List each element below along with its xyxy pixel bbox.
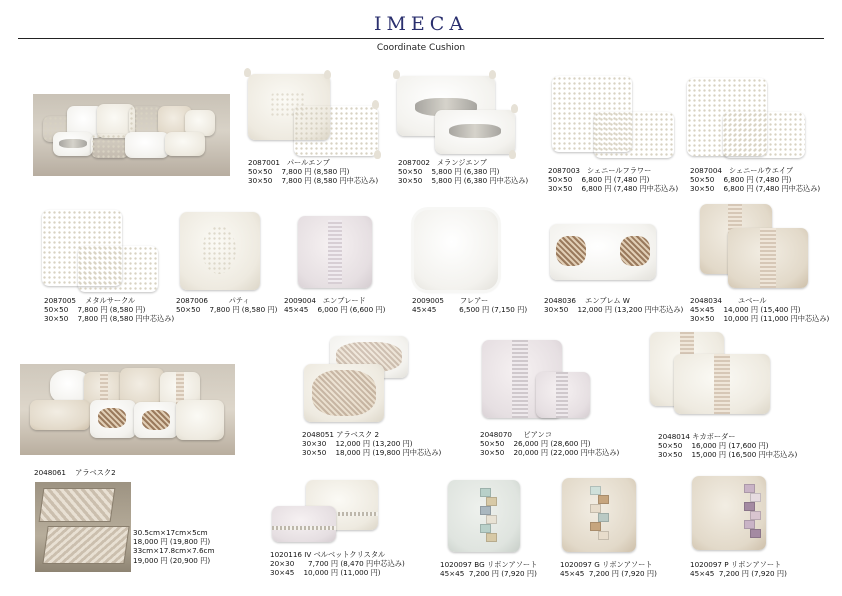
- cushion-photo-2009005: [410, 206, 504, 294]
- page-title: Coordinate Cushion: [376, 43, 466, 53]
- item-caption: 2087003 シェニールフラワー 50×50 6,800 円 (7,480 円) 30×50 6,800 円 (7,480 円中芯込み): [548, 166, 679, 194]
- cushion-photo-2087004: [687, 78, 811, 164]
- item-caption: 1020097 BG リボンアソート 45×45 7,200 円 (7,920 円): [440, 560, 538, 579]
- cushion-photo-1020097-g: [560, 476, 640, 556]
- item-caption: 2087004 シェニールウエイブ 50×50 6,800 円 (7,480 円) 30×50 6,800 円 (7,480 円中芯込み): [690, 166, 821, 194]
- cushion-photo-1020116: [270, 478, 382, 548]
- cushion-photo-2009004: [296, 214, 376, 292]
- cushion-photo-2087006: [178, 210, 264, 294]
- cushion-photo-2087005: [40, 208, 164, 296]
- cushion-photo-2048034: [698, 202, 812, 294]
- brand-logo: IMECA: [373, 13, 469, 35]
- sofa-lifestyle-photo: [20, 364, 235, 455]
- item-caption: 2048036 エンブレム W 30×50 12,000 円 (13,200 円中芯込み): [544, 296, 684, 315]
- item-caption: 2087002 メランジエンブ 50×50 5,800 円 (6,380 円) 30×50 5,800 円 (6,380 円中芯込み): [398, 158, 529, 186]
- cushion-photo-2087002: [393, 70, 523, 160]
- item-caption: 2087005 メタルサークル 50×50 7,800 円 (8,580 円) 30×50 7,800 円 (8,580 円中芯込み): [44, 296, 175, 324]
- cushion-photo-2087003: [550, 74, 680, 162]
- cushion-photo-1020097-bg: [446, 478, 526, 556]
- item-caption: 2048061 アラベスク2: [34, 468, 116, 477]
- arabesque-box-photo: [35, 482, 131, 572]
- item-caption: 1020116 IV ベルベットクリスタル 20×30 7,700 円 (8,470 円中芯込み) 30×45 10,000 円 (11,000 円): [270, 550, 405, 578]
- header-divider: [18, 38, 824, 39]
- cushion-photo-2048051: [300, 334, 410, 428]
- cushion-photo-2048036: [548, 220, 660, 286]
- item-caption: 2048014 キカボーダー 50×50 16,000 円 (17,600 円) 30×50 15,000 円 (16,500 円中芯込み): [658, 432, 798, 460]
- sofa-lifestyle-photo: [33, 94, 230, 176]
- item-caption: 2048051 アラベスク 2 30×30 12,000 円 (13,200 円) 30×50 18,000 円 (19,800 円中芯込み): [302, 430, 442, 458]
- item-caption: 1020097 G リボンアソート 45×45 7,200 円 (7,920 円): [560, 560, 657, 579]
- item-caption: 2009004 エンブレード 45×45 6,000 円 (6,600 円): [284, 296, 386, 315]
- item-caption: 2048070 ビアンコ 50×50 26,000 円 (28,600 円) 30×50 20,000 円 (22,000 円中芯込み): [480, 430, 620, 458]
- cushion-photo-2048014: [648, 330, 774, 420]
- item-caption: 2087006 パティ 50×50 7,800 円 (8,580 円): [176, 296, 278, 315]
- cushion-photo-2048070: [480, 338, 592, 424]
- item-caption: 1020097 P リボンアソート 45×45 7,200 円 (7,920 円): [690, 560, 787, 579]
- item-caption: 2009005 フレアー 45×45 6,500 円 (7,150 円): [412, 296, 528, 315]
- item-caption: 30.5cm×17cm×5cm 18,000 円 (19,800 円) 33cm×17.8cm×7.6cm 19,000 円 (20,900 円): [133, 528, 215, 565]
- cushion-photo-2087001: [240, 66, 390, 161]
- item-caption: 2048034 ユベール 45×45 14,000 円 (15,400 円) 30×50 10,000 円 (11,000 円中芯込み): [690, 296, 830, 324]
- cushion-photo-1020097-p: [690, 474, 770, 556]
- item-caption: 2087001 パールエンブ 50×50 7,800 円 (8,580 円) 30×50 7,800 円 (8,580 円中芯込み): [248, 158, 379, 186]
